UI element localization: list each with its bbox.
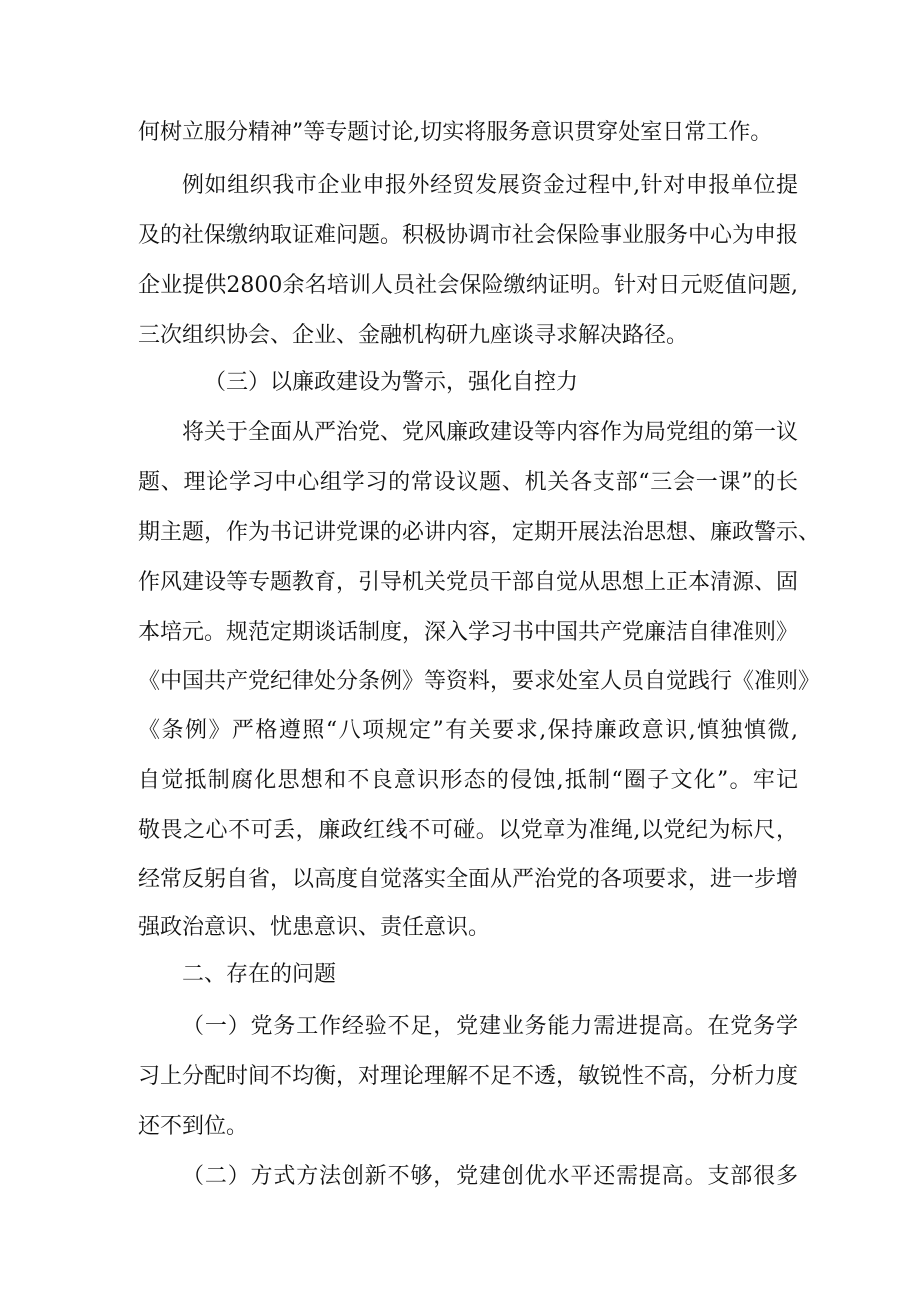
text-line: 还不到位。 [138, 1114, 249, 1139]
text-line: 题、理论学习中心组学习的常设议题、机关各支部“三会一课”的长 [138, 470, 798, 495]
text-line: 何树立服分精神”等专题讨论,切实将服务意识贯穿处室日常工作。 [138, 120, 773, 145]
text-line: 《条例》严格遵照“八项规定”有关要求,保持廉政意识,慎独慎微, [138, 718, 798, 743]
text-line: 习上分配时间不均衡，对理论理解不足不透，敏锐性不高，分析力度 [138, 1064, 799, 1089]
text-line: （一）党务工作经验不足，党建业务能力需进提高。在党务学 [182, 1014, 798, 1039]
text-line: 自觉抵制腐化思想和不良意识形态的侵蚀,抵制“圈子文化”。牢记 [138, 768, 798, 793]
text-line: （二）方式方法创新不够，党建创优水平还需提高。支部很多 [182, 1164, 798, 1189]
text-line: 本培元。规范定期谈话制度，深入学习书中国共产党廉洁自律准则》 [138, 620, 799, 645]
text-line: 经常反躬自省，以高度自觉落实全面从严治党的各项要求，进一步增 [138, 867, 799, 892]
text-line: 三次组织协会、企业、金融机构研九座谈寻求解决路径。 [138, 323, 689, 348]
section-heading: （三）以廉政建设为警示，强化自控力 [204, 370, 579, 395]
text-line: 企业提供2800余名培训人员社会保险缴纳证明。针对日元贬值问题, [138, 273, 798, 298]
text-line: 《中国共产党纪律处分条例》等资料，要求处室人员自觉践行《准则》 [138, 669, 821, 694]
text-line: 及的社保缴纳取证难问题。积极协调市社会保险事业服务中心为申报 [138, 223, 799, 248]
text-line: 例如组织我市企业申报外经贸发展资金过程中,针对申报单位提 [182, 173, 798, 198]
text-line: 敬畏之心不可丢，廉政红线不可碰。以党章为准绳,以党纪为标尺， [138, 818, 798, 843]
section-heading: 二、存在的问题 [182, 962, 337, 987]
text-line: 作风建设等专题教育，引导机关党员干部自觉从思想上正本清源、固 [138, 570, 799, 595]
text-line: 强政治意识、忧患意识、责任意识。 [138, 915, 491, 940]
text-line: 期主题，作为书记讲党课的必讲内容，定期开展法治思想、廉政警示、 [138, 520, 821, 545]
text-line: 将关于全面从严治党、党风廉政建设等内容作为局党组的第一议 [182, 420, 799, 445]
